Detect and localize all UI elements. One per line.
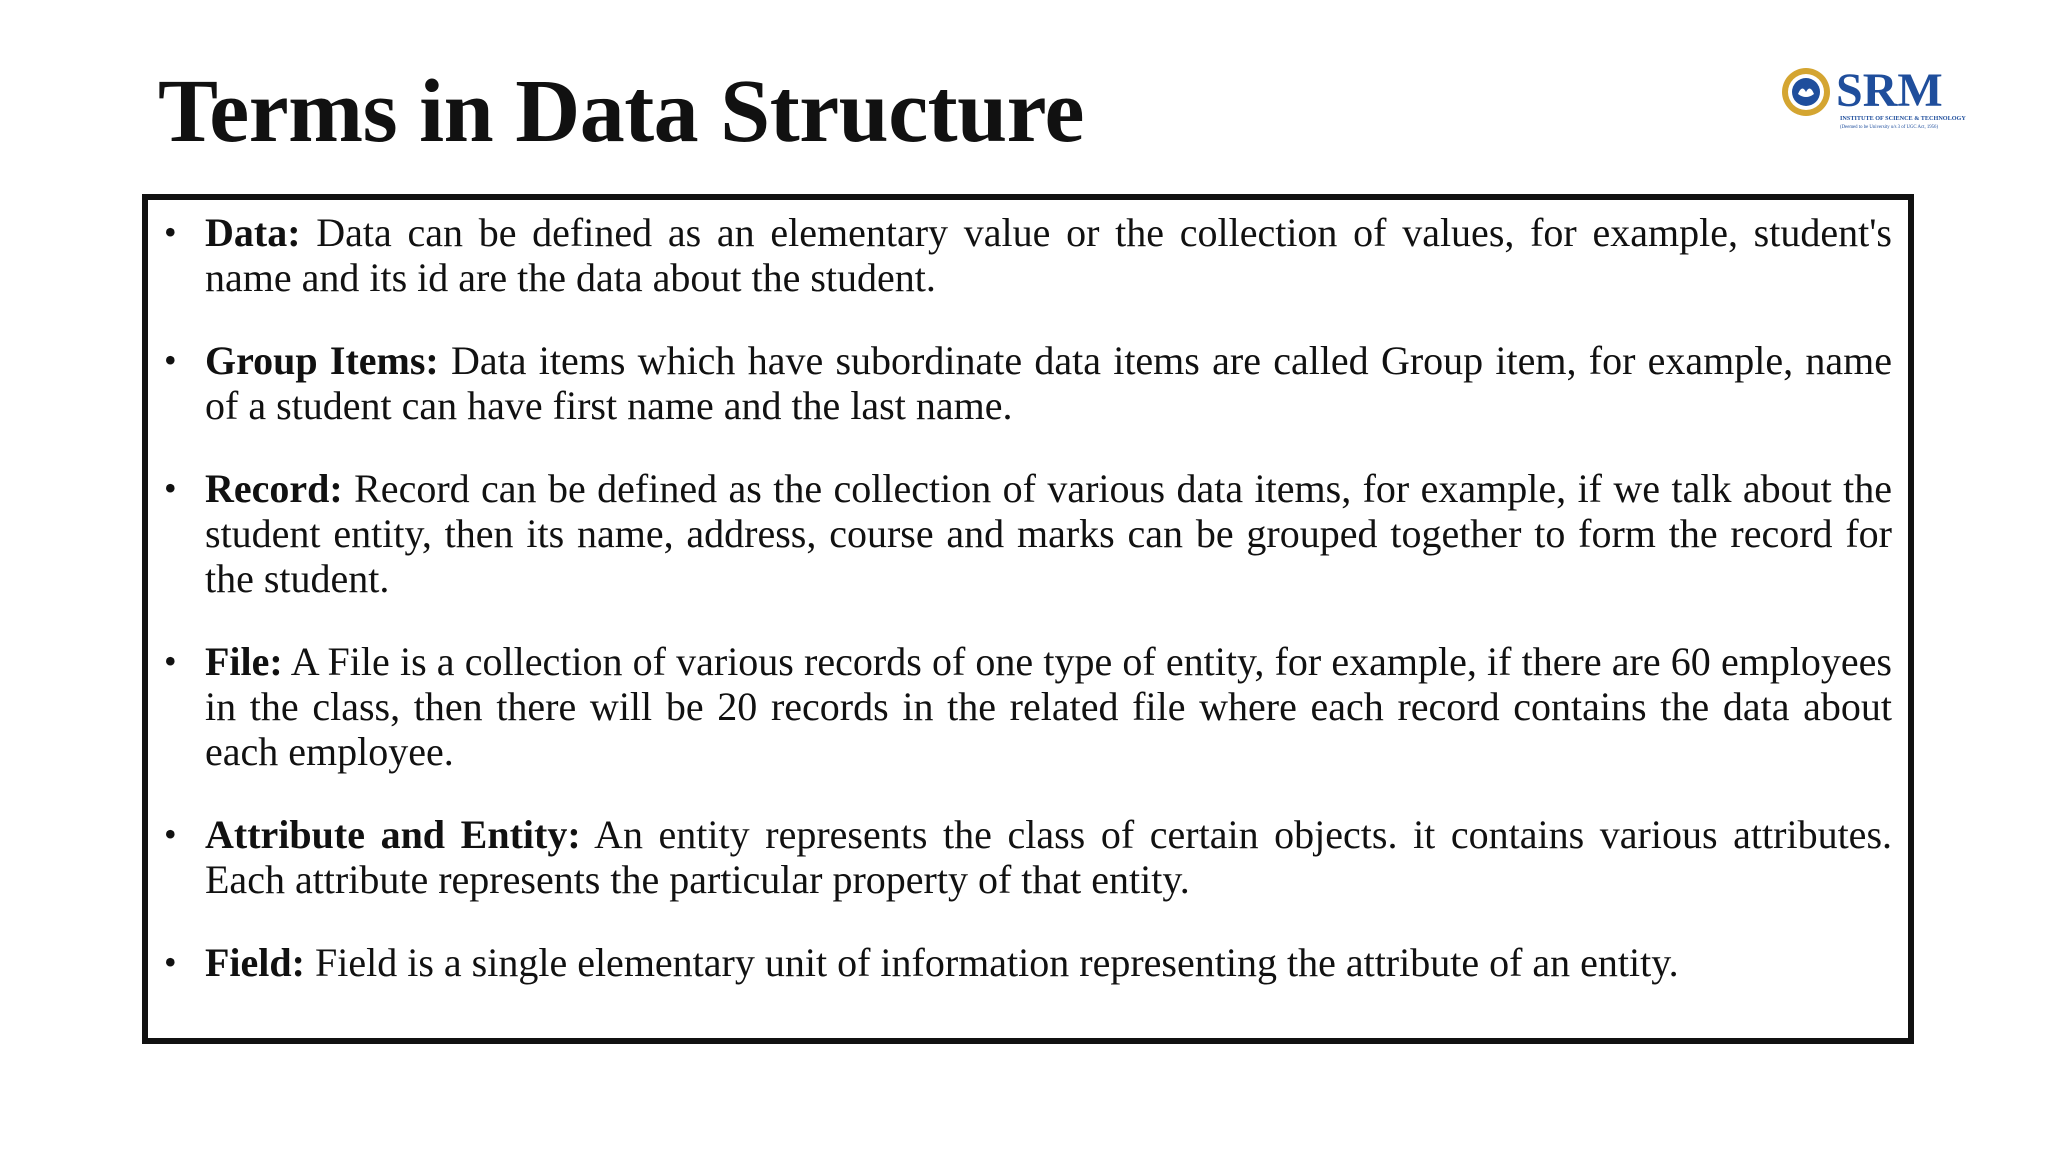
term-label: Field: [205,940,305,985]
list-item [162,338,1892,428]
term-definition: Data can be defined as an elementary value or the collection of values, for example, student's name and its id are the data about the student. [205,210,1892,300]
bullet-icon: • [164,468,177,508]
bullet-icon: • [164,641,177,681]
logo-subtitle: INSTITUTE OF SCIENCE & TECHNOLOGY [1840,115,1966,122]
list-item [162,812,1892,902]
bullet-icon: • [164,340,177,380]
terms-box [142,194,1914,1044]
bullet-icon: • [164,212,177,252]
terms-list [162,210,1892,985]
term-definition: An entity represents the class of certain objects. it contains various attributes. Each attribute represents the particular property of that entity. [205,812,1893,902]
list-item [162,210,1892,300]
term-label: Attribute and Entity: [205,812,581,857]
logo-tagline: (Deemed to be University u/s 3 of UGC Act, 1956) [1840,125,1939,130]
bullet-icon: • [164,814,177,854]
list-item [162,940,1892,985]
term-label: File: [205,639,283,684]
term-definition: A File is a collection of various records of one type of entity, for example, if there are 60 employees in the class, then there will be 20 records in the related file where each record contains the data about each employee. [205,639,1892,774]
bullet-icon: • [164,942,177,982]
list-item [162,466,1892,601]
term-label: Group Items: [205,338,439,383]
term-label: Data: [205,210,301,255]
srm-logo [1778,58,1978,138]
term-definition: Record can be defined as the collection of various data items, for example, if we talk about the student entity, then its name, address, course and marks can be grouped together to form the record for the student. [205,466,1892,601]
term-label: Record: [205,466,343,511]
page-title: Terms in Data Structure [158,62,1084,161]
logo-wordmark: SRM [1836,64,1943,117]
term-definition: Field is a single elementary unit of information representing the attribute of an entity. [304,940,1679,985]
list-item [162,639,1892,774]
term-definition: Data items which have subordinate data items are called Group item, for example, name of a student can have first name and the last name. [205,338,1893,428]
